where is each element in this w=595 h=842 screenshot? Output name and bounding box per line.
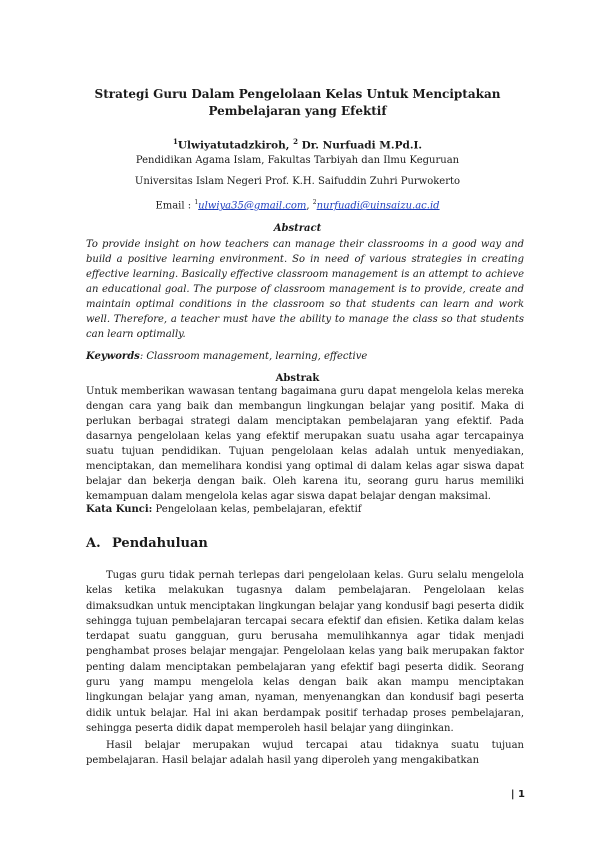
affiliation-line-1: Pendidikan Agama Islam, Fakultas Tarbiyah dan Ilmu Keguruan — [135, 155, 460, 166]
keywords-id-values: Pengelolaan kelas, pembelajaran, efektif — [152, 504, 362, 515]
author2-name: Dr. Nurfuadi M.Pd.I. — [297, 139, 423, 152]
abstract-en-text: To provide insight on how teachers can manage their classrooms in a good way and build a positive learning environment. So in need of various strategies in creating effective learning. Basically effective classroom management is an attempt to achieve an educational goal. The purpose of classroom management is to provide, create and maintain optimal conditions in the classroom so that students can learn and work well. Therefore, a teacher must have the ability to manage the class so that students can learn optimally. — [86, 239, 524, 340]
section-number: A. — [86, 536, 101, 551]
section-heading-pendahuluan — [86, 536, 208, 551]
email-line — [70, 196, 525, 213]
keywords-en-label: Keywords — [86, 351, 140, 362]
author1-name: Ulwiyatutadzkiroh, — [177, 139, 294, 152]
author1-superscript: 1 — [172, 137, 178, 146]
body-paragraph-1: Tugas guru tidak pernah terlepas dari pengelolaan kelas. Guru selalu mengelola kelas ketika melakukan tugasnya dalam pembelajaran. Pengelolaan kelas dimaksudkan untuk menciptakan lingkungan belajar yang kondusif bagi peserta didik sehingga tujuan pembelajaran tercapai secara efektif dan efisien. Ketika dalam kelas terdapat suatu gangguan, guru berusaha memulihkannya agar tidak menjadi penghambat proses belajar mengajar. Pengelolaan kelas yang baik merupakan faktor penting dalam menciptakan pembelajaran yang efektif bagi peserta didik. Seorang guru yang mampu mengelola kelas dengan baik akan mampu menciptakan lingkungan belajar yang aman, nyaman, menyenangkan dan kondusif bagi peserta didik untuk belajar. Hal ini akan berdampak positif terhadap proses pembelajaran, sehingga peserta didik dapat memperoleh hasil belajar yang diinginkan. — [86, 570, 524, 734]
section-title: Pendahuluan — [112, 536, 208, 551]
email-prefix: Email : — [155, 200, 195, 212]
title-line-2: Pembelajaran yang Efektif — [208, 104, 387, 118]
email1-superscript: 1 — [194, 199, 199, 206]
email1-link[interactable]: ulwiya35@gmail.com — [198, 200, 307, 212]
abstract-id-heading: Abstrak — [275, 373, 320, 384]
abstract-id-text: Untuk memberikan wawasan tentang bagaimana guru dapat mengelola kelas mereka dengan cara yang baik dan membangun lingkungan belajar yang positif. Maka di perlukan berbagai strategi dalam menciptakan pembelajaran yang efektif. Pada dasarnya pengelolaan kelas yang efektif merupakan suatu usaha agar tercapainya suatu tujuan pendidikan. Tujuan pengelolaan kelas adalah untuk menyediakan, menciptakan, dan memelihara kondisi yang optimal di dalam kelas agar siswa dapat belajar dan bekerja dengan baik. Oleh karena itu, seorang guru harus memiliki kemampuan dalam mengelola kelas agar siswa dapat belajar dengan maksimal. — [86, 386, 524, 502]
email2-link[interactable]: nurfuadi@uinsaizu.ac.id — [316, 200, 440, 212]
email-separator: , — [306, 200, 313, 212]
author2-superscript: 2 — [293, 137, 298, 146]
keywords-en — [86, 350, 524, 364]
keywords-id — [86, 503, 524, 517]
keywords-id-label: Kata Kunci: — [86, 504, 153, 515]
paper-title — [70, 86, 525, 120]
author-list — [70, 135, 525, 153]
body-paragraph-2: Hasil belajar merupakan wujud tercapai atau tidaknya suatu tujuan pembelajaran. Hasil belajar adalah hasil yang diperoleh yang mengakibatkan — [86, 740, 524, 767]
title-line-1: Strategi Guru Dalam Pengelolaan Kelas Untuk Menciptakan — [94, 87, 501, 101]
page-number: | 1 — [510, 789, 525, 800]
abstract-en-heading: Abstract — [273, 223, 322, 234]
email2-superscript: 2 — [312, 199, 317, 206]
keywords-en-values: : Classroom management, learning, effective — [139, 351, 368, 362]
affiliation-line-2: Universitas Islam Negeri Prof. K.H. Saifuddin Zuhri Purwokerto — [134, 176, 461, 187]
